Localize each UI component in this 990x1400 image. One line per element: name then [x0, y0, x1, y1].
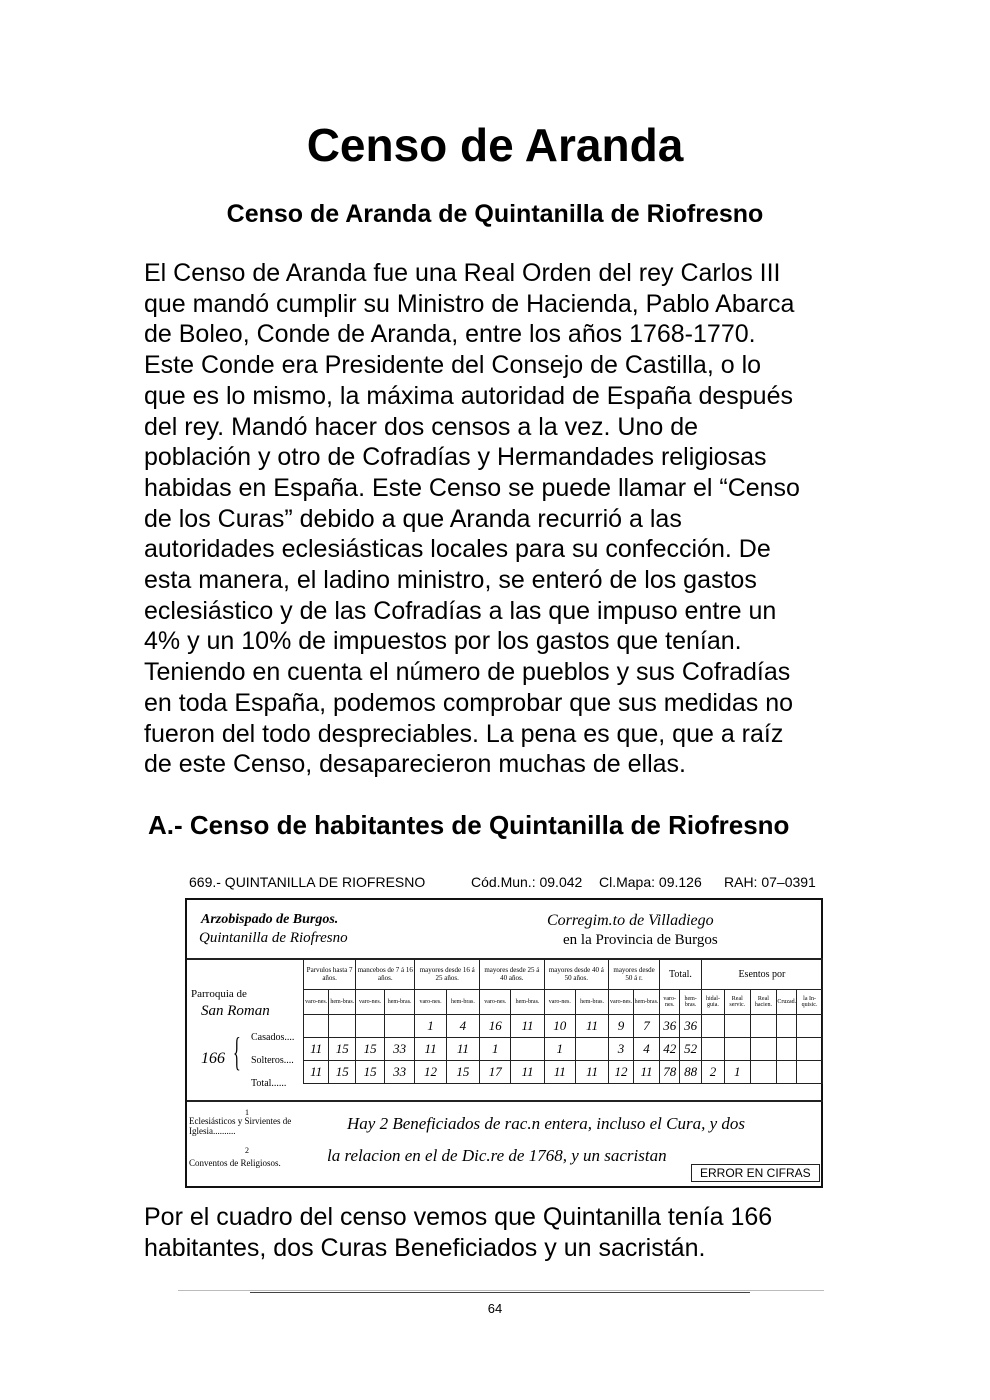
arzobispado-label: Arzobispado de Burgos.	[201, 912, 339, 927]
census-cell: 12	[609, 1061, 634, 1084]
row-group-brace: {	[233, 1029, 241, 1074]
sub-header: hem-bras.	[511, 990, 544, 1015]
sub-header: hem-bras.	[680, 990, 701, 1015]
intro-line: fueron del todo despreciables. La pena es que, que a raíz	[144, 719, 784, 748]
sub-header: varo-nes.	[609, 990, 634, 1015]
intro-line: de este Censo, desaparecieron muchas de ellas.	[144, 750, 686, 779]
row-label-total: Total......	[251, 1078, 287, 1089]
census-cell	[304, 1015, 329, 1038]
parroquia-handwritten: San Roman	[201, 1003, 270, 1019]
place-handwritten: Quintanilla de Riofresno	[199, 930, 348, 946]
col-header: Esentos por	[701, 959, 822, 990]
census-cell: 11	[575, 1061, 608, 1084]
census-cell: 33	[384, 1061, 414, 1084]
census-cell: 11	[446, 1038, 479, 1061]
provincia-label: en la Provincia de Burgos	[563, 932, 718, 948]
row-label-casados: Casados....	[251, 1032, 295, 1043]
eclesiasticos-label: Eclesiásticos y Sirvientes de Iglesia..........	[189, 1116, 292, 1136]
sub-header: hem-bras.	[446, 990, 479, 1015]
intro-line: que es lo mismo, la máxima autoridad de España después	[144, 381, 793, 410]
census-subheader-row	[304, 990, 823, 1015]
sub-header: la In-quisic.	[797, 990, 823, 1015]
census-row-total	[304, 1061, 823, 1084]
census-cell	[725, 1015, 750, 1038]
census-cell	[750, 1038, 777, 1061]
conv-num: 2	[245, 1146, 249, 1155]
census-cell: 4	[633, 1038, 659, 1061]
census-cell: 11	[511, 1015, 544, 1038]
census-cell: 11	[304, 1038, 329, 1061]
sub-header: Real servic.	[725, 990, 750, 1015]
census-rah: RAH: 07–0391	[724, 874, 816, 890]
census-cell	[750, 1015, 777, 1038]
footer-rule	[178, 1290, 824, 1291]
sub-header: Real hacien.	[750, 990, 777, 1015]
census-cell	[511, 1038, 544, 1061]
row-label-solteros: Solteros....	[251, 1055, 294, 1066]
census-row-casados	[304, 1015, 823, 1038]
census-cell	[725, 1038, 750, 1061]
sub-header: hem-bras.	[384, 990, 414, 1015]
eclesiasticos-handwritten: Hay 2 Beneficiados de rac.n entera, incluso el Cura, y dos	[347, 1114, 746, 1133]
intro-line: eclesiástico y de las Cofradías a las que impuso entre un	[144, 596, 777, 625]
page-subtitle: Censo de Aranda de Quintanilla de Riofresno	[226, 200, 764, 228]
census-cell: 1	[480, 1038, 511, 1061]
census-table	[303, 958, 823, 1084]
intro-line: del rey. Mandó hacer dos censos a la vez. Uno de	[144, 412, 699, 441]
conventos-label: Conventos de Religiosos.	[189, 1158, 281, 1168]
census-cell: 15	[356, 1038, 385, 1061]
sub-header: varo-nes.	[480, 990, 511, 1015]
col-header: mayores desde 16 á 25 años.	[415, 959, 480, 990]
census-document-image	[185, 872, 825, 1190]
census-cell: 11	[415, 1038, 446, 1061]
census-cell	[329, 1015, 356, 1038]
census-cell	[777, 1015, 797, 1038]
intro-line: que mandó cumplir su Ministro de Hacienda, Pablo Abarca	[144, 289, 795, 318]
col-header: mancebos de 7 á 16 años.	[356, 959, 415, 990]
sub-header: hem-bras.	[633, 990, 659, 1015]
census-cell: 33	[384, 1038, 414, 1061]
census-cell: 15	[356, 1061, 385, 1084]
census-cell: 4	[446, 1015, 479, 1038]
sub-header: varo-nes.	[660, 990, 680, 1015]
intro-line: de los Curas” debido a que Aranda recurrió a las	[144, 504, 682, 533]
census-cell: 1	[544, 1038, 575, 1061]
col-header: mayores desde 50 á r.	[609, 959, 660, 990]
census-cell: 1	[725, 1061, 750, 1084]
census-cell: 52	[680, 1038, 701, 1061]
conclusion-paragraph	[144, 1202, 864, 1264]
page-title: Censo de Aranda	[306, 119, 684, 171]
intro-line: de Boleo, Conde de Aranda, entre los años 1768-1770.	[144, 320, 756, 349]
corregimiento-label: Corregim.to de Villadiego	[547, 912, 714, 929]
census-cell	[575, 1038, 608, 1061]
census-cell: 10	[544, 1015, 575, 1038]
census-cell: 11	[633, 1061, 659, 1084]
census-cell: 3	[609, 1038, 634, 1061]
conclusion-line: habitantes, dos Curas Beneficiados y un sacristán.	[144, 1234, 706, 1262]
sub-header: varo-nes.	[544, 990, 575, 1015]
parroquia-label: Parroquia de	[191, 988, 247, 1000]
col-header: Parvulos hasta 7 años.	[304, 959, 356, 990]
error-stamp: ERROR EN CIFRAS	[691, 1164, 820, 1182]
census-cell: 36	[660, 1015, 680, 1038]
col-header: mayores desde 40 á 50 años.	[544, 959, 609, 990]
census-cell: 11	[304, 1061, 329, 1084]
census-cell	[750, 1061, 777, 1084]
intro-line: autoridades eclesiásticas locales para su confección. De	[144, 535, 771, 564]
census-cell: 1	[415, 1015, 446, 1038]
census-cell: 16	[480, 1015, 511, 1038]
census-cell: 36	[680, 1015, 701, 1038]
sub-header: hidal-guia.	[701, 990, 724, 1015]
census-cell: 9	[609, 1015, 634, 1038]
intro-line: en toda España, podemos comprobar que sus medidas no	[144, 688, 794, 717]
census-col-header-row	[304, 959, 823, 990]
census-cell	[797, 1038, 823, 1061]
ecle-num: 1	[245, 1108, 249, 1117]
census-place-code: 669.- QUINTANILLA DE RIOFRESNO	[189, 874, 426, 890]
census-cell	[701, 1038, 724, 1061]
intro-paragraph	[144, 258, 864, 780]
sub-header: hem-bras.	[575, 990, 608, 1015]
census-cell	[777, 1061, 797, 1084]
intro-line: Teniendo en cuenta el número de pueblos y sus Cofradías	[144, 658, 791, 687]
census-cell: 88	[680, 1061, 701, 1084]
sub-header: Cruzad.	[777, 990, 797, 1015]
intro-line: esta manera, el ladino ministro, se enteró de los gastos	[144, 566, 757, 595]
sub-header: varo-nes.	[304, 990, 329, 1015]
col-header: mayores desde 25 á 40 años.	[480, 959, 545, 990]
census-cell: 12	[415, 1061, 446, 1084]
intro-line: Este Conde era Presidente del Consejo de Castilla, o lo	[144, 351, 762, 380]
sub-header: hem-bras.	[329, 990, 356, 1015]
census-cell: 42	[660, 1038, 680, 1061]
census-cell	[797, 1061, 823, 1084]
census-cell	[701, 1015, 724, 1038]
census-cod-mun: Cód.Mun.: 09.042	[471, 874, 583, 890]
divider	[187, 1100, 823, 1102]
census-form-frame	[185, 898, 823, 1188]
census-cell: 2	[701, 1061, 724, 1084]
census-cell: 11	[575, 1015, 608, 1038]
census-cell	[356, 1015, 385, 1038]
section-heading: A.- Censo de habitantes de Quintanilla de Riofresno	[148, 810, 790, 840]
sub-header: varo-nes.	[415, 990, 446, 1015]
intro-line: habidas en España. Este Censo se puede llamar el “Censo	[144, 473, 800, 502]
intro-line: población y otro de Cofradías y Hermandades religiosas	[144, 443, 767, 472]
census-cell: 11	[544, 1061, 575, 1084]
census-cell: 11	[511, 1061, 544, 1084]
footer-rule	[250, 1292, 750, 1293]
conventos-handwritten: la relacion en el de Dic.re de 1768, y un sacristan	[327, 1146, 667, 1165]
census-cell: 7	[633, 1015, 659, 1038]
col-header: Total.	[660, 959, 702, 990]
census-cell	[384, 1015, 414, 1038]
census-cell	[797, 1015, 823, 1038]
census-row-solteros	[304, 1038, 823, 1061]
census-cell	[777, 1038, 797, 1061]
census-cell: 15	[446, 1061, 479, 1084]
census-cell: 17	[480, 1061, 511, 1084]
census-cell: 78	[660, 1061, 680, 1084]
census-cell: 15	[329, 1038, 356, 1061]
sub-header: varo-nes.	[356, 990, 385, 1015]
conclusion-line: Por el cuadro del censo vemos que Quintanilla tenía 166	[144, 1203, 773, 1231]
total-handwritten: 166	[201, 1050, 225, 1067]
intro-line: 4% y un 10% de impuestos por los gastos que tenían.	[144, 627, 742, 656]
page-number: 64	[487, 1301, 503, 1316]
intro-line: El Censo de Aranda fue una Real Orden del rey Carlos III	[144, 259, 781, 287]
census-cl-mapa: Cl.Mapa: 09.126	[599, 874, 702, 890]
census-cell: 15	[329, 1061, 356, 1084]
